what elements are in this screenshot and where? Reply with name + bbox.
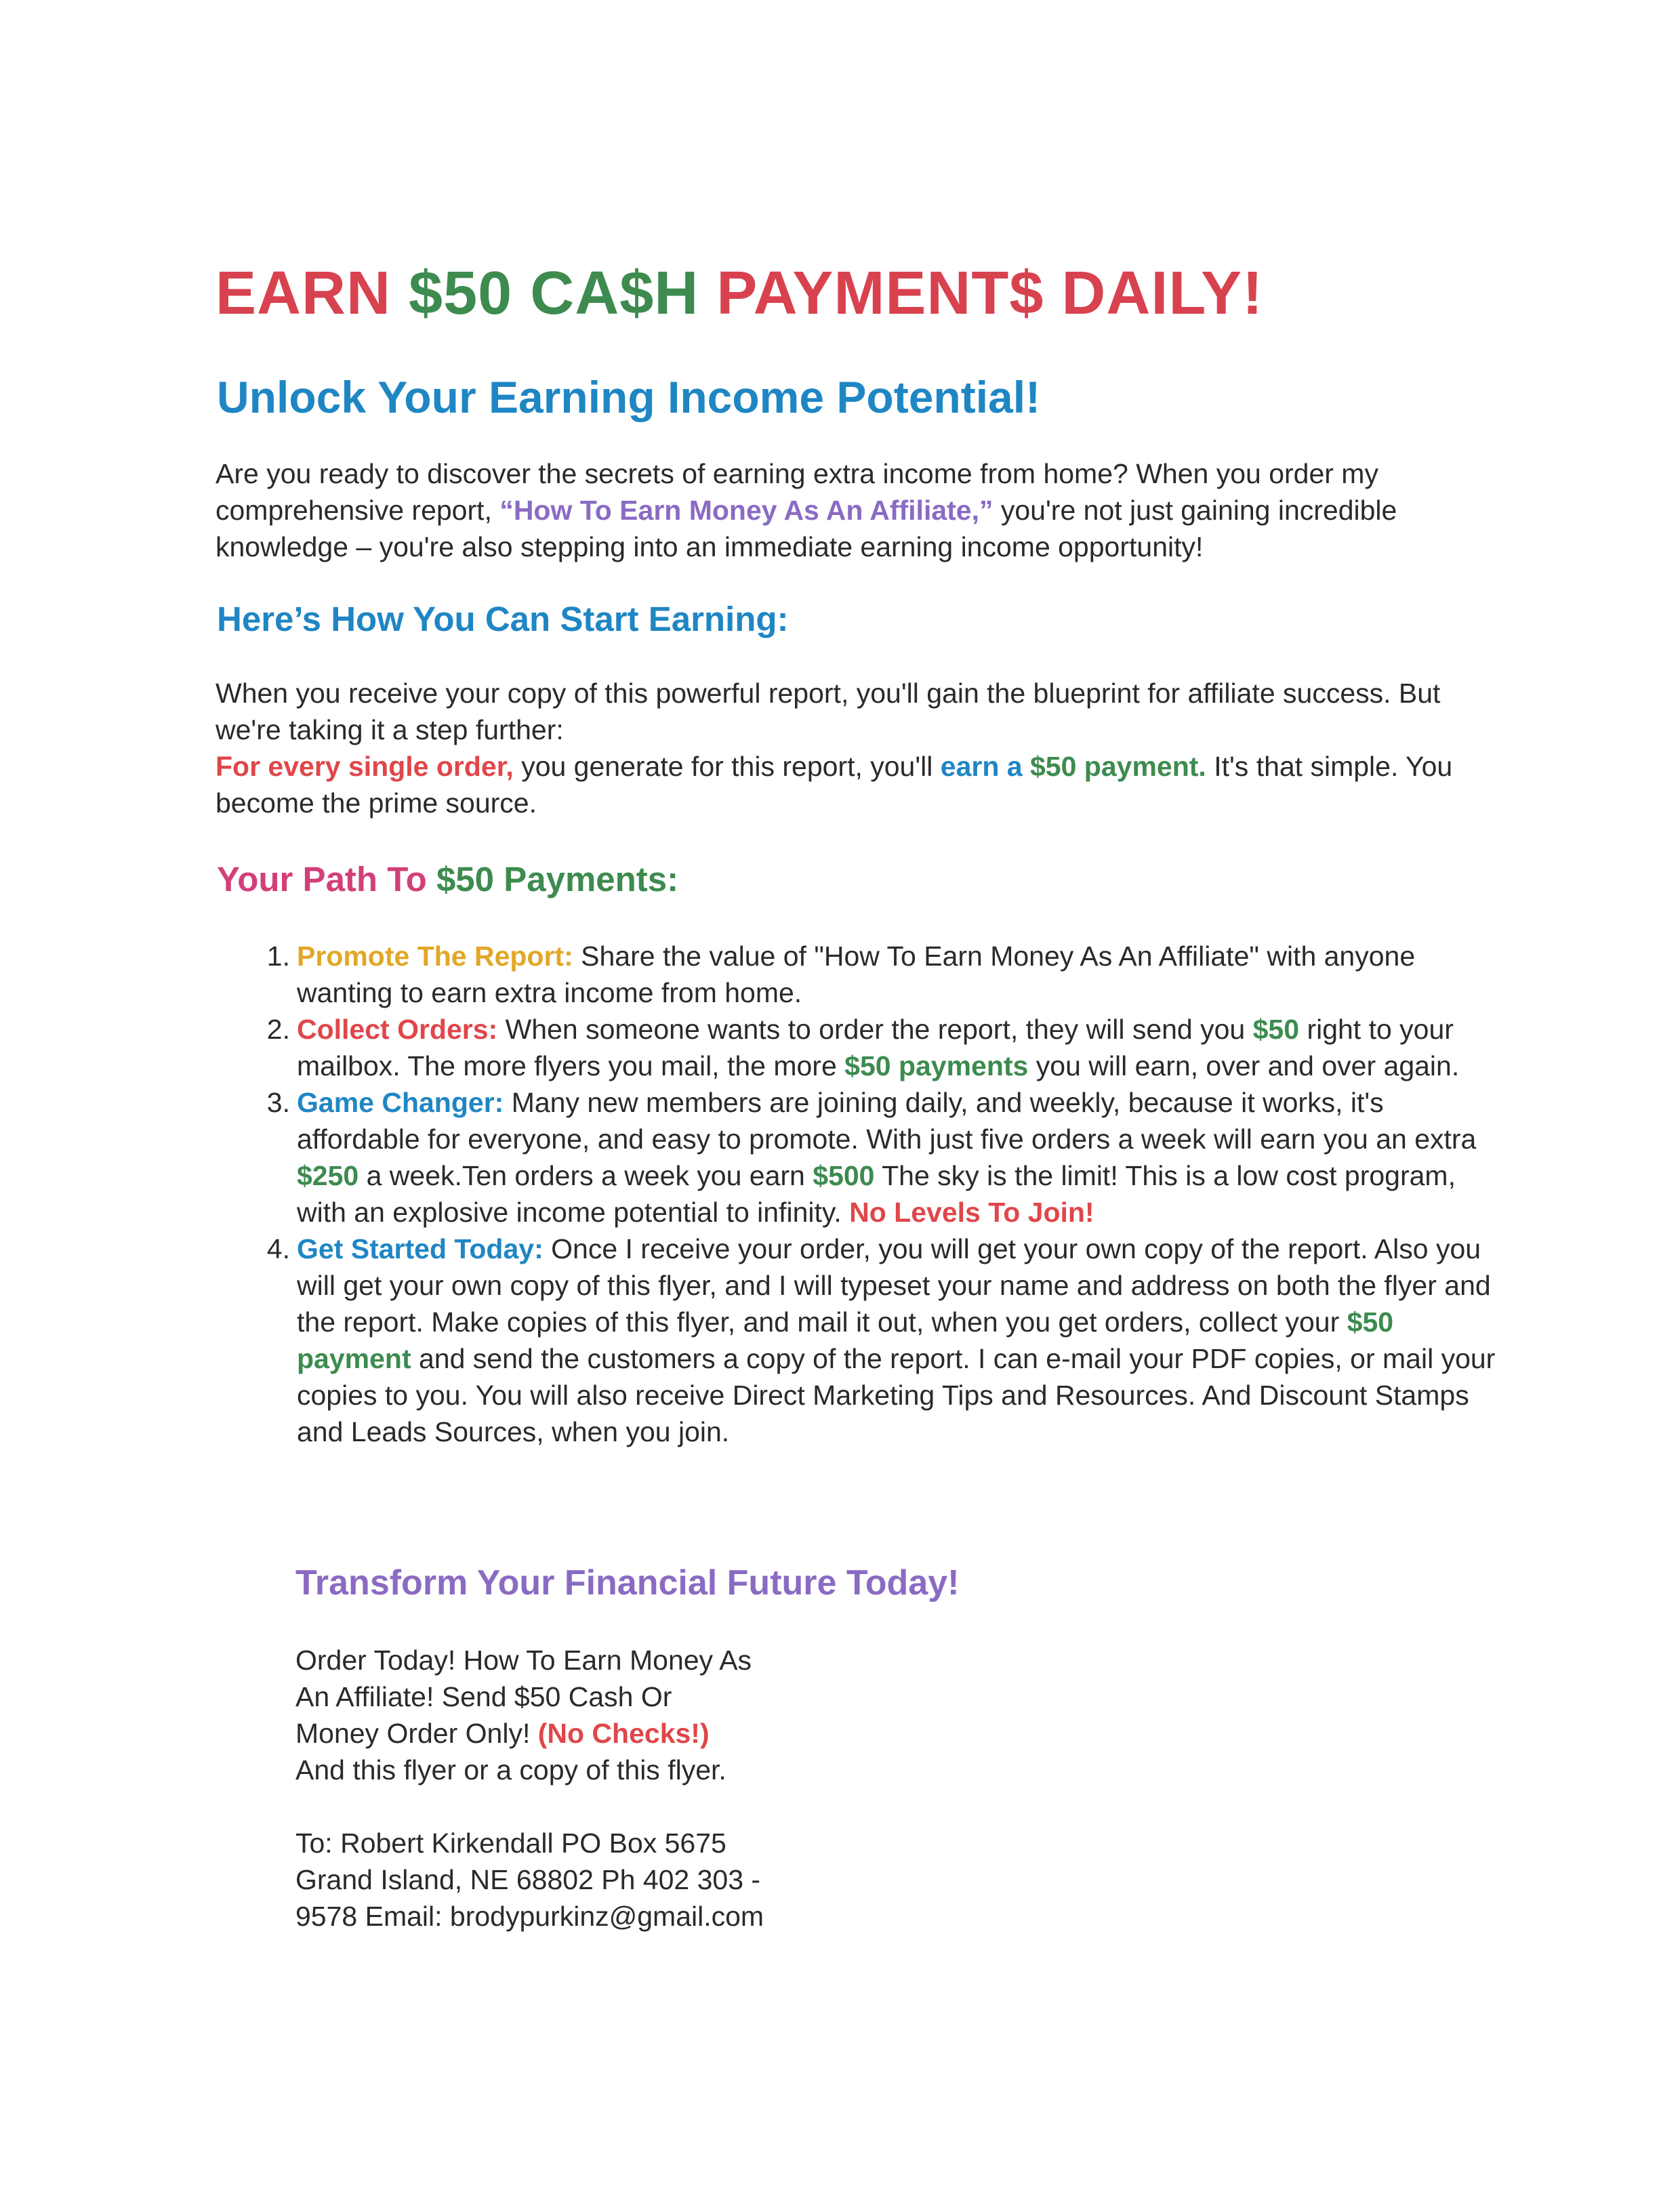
step-title: Game Changer: <box>297 1087 504 1118</box>
step-text: right to your mailbox. The more flyers you mail, the more <box>297 1014 1454 1081</box>
list-item <box>243 1231 1503 1450</box>
step-text: Share the value of "How To Earn Money As An Affiliate" with anyone wanting to earn extra income from home. <box>297 941 1416 1008</box>
headline <box>216 259 1263 329</box>
contact-address <box>295 1825 905 1935</box>
no-checks-notice: (No Checks!) <box>537 1718 710 1749</box>
intro-text-1: Are you ready to discover the secrets of earning extra income from home? When you order my comprehensive report, <box>216 458 1378 526</box>
step-number: 4. <box>266 1233 290 1264</box>
order-line <box>295 1715 905 1752</box>
order-line: Order Today! How To Earn Money As <box>295 1645 752 1676</box>
step-amount: $50 payment <box>297 1306 1394 1374</box>
step-title: Collect Orders: <box>297 1014 498 1045</box>
address-line: 9578 Email: brodypurkinz@gmail.com <box>295 1901 764 1932</box>
how-highlight-payment: $50 payment. <box>1030 751 1206 782</box>
how-text-3: It's that simple. You become the prime source. <box>216 751 1453 819</box>
order-line-text: Money Order Only! <box>295 1718 538 1749</box>
headline-part-payments: PAYMENT$ DAILY! <box>699 260 1264 327</box>
how-heading: Here’s How You Can Start Earning: <box>217 600 789 638</box>
how-para-1: When you receive your copy of this powerful report, you'll gain the blueprint for affiliate success. But we're taking it a step further: <box>216 678 1441 745</box>
order-line: And this flyer or a copy of this flyer. <box>295 1754 726 1786</box>
address-line: To: Robert Kirkendall PO Box 5675 <box>295 1828 726 1859</box>
step-text: The sky is the limit! This is a low cost program, with an explosive income potential to infinity. <box>297 1160 1456 1228</box>
step-number: 1. <box>266 941 290 972</box>
step-text: When someone wants to order the report, they will send you <box>497 1014 1253 1045</box>
step-text: Once I receive your order, you will get your own copy of the report. Also you will get your own copy of this flyer, and I will typeset your name and address on both the flyer and the report. Make copies of this flyer, and mail it out, when you get orders, collect your <box>297 1233 1491 1338</box>
step-text: you will earn, over and over again. <box>1028 1050 1460 1081</box>
path-heading-a: Your Path To <box>217 860 436 899</box>
list-item <box>243 1084 1503 1231</box>
list-item <box>243 938 1503 1011</box>
step-text: and send the customers a copy of the report. I can e-mail your PDF copies, or mail your copies to you. You will also receive Direct Marketing Tips and Resources. And Discount Stamps and Leads Sources, when you join. <box>297 1343 1496 1447</box>
step-amount: $250 <box>297 1160 359 1191</box>
address-line: Grand Island, NE 68802 Ph 402 303 - <box>295 1864 761 1895</box>
how-highlight-earn: earn a <box>940 751 1030 782</box>
how-highlight-order: For every single order, <box>216 751 514 782</box>
how-text-2: you generate for this report, you'll <box>513 751 941 782</box>
step-amount: $500 <box>813 1160 875 1191</box>
order-instructions <box>295 1642 905 1788</box>
how-para-2 <box>216 748 1503 821</box>
steps-list <box>243 938 1503 1450</box>
step-highlight: No Levels To Join! <box>849 1197 1094 1228</box>
intro-report-title: “How To Earn Money As An Affiliate,” <box>499 495 993 526</box>
intro-text-2: you're not just gaining incredible knowledge – you're also stepping into an immediate earning income opportunity! <box>216 495 1397 562</box>
subheadline: Unlock Your Earning Income Potential! <box>217 372 1041 422</box>
step-text: a week.Ten orders a week you earn <box>358 1160 813 1191</box>
headline-part-earn: EARN <box>216 260 409 327</box>
step-number: 3. <box>266 1087 290 1118</box>
path-heading-b: $50 Payments: <box>436 860 679 899</box>
step-amount: $50 payments <box>844 1050 1029 1081</box>
step-text: Many new members are joining daily, and weekly, because it works, it's affordable for everyone, and easy to promote. With just five orders a week will earn you an extra <box>297 1087 1477 1155</box>
step-amount: $50 <box>1252 1014 1300 1045</box>
how-paragraph <box>216 675 1503 821</box>
step-title: Get Started Today: <box>297 1233 544 1264</box>
headline-part-cash: $50 CA$H <box>409 260 699 327</box>
step-number: 2. <box>266 1014 290 1045</box>
path-heading <box>217 859 678 899</box>
step-title: Promote The Report: <box>297 941 573 972</box>
intro-paragraph <box>216 455 1503 565</box>
transform-heading: Transform Your Financial Future Today! <box>295 1563 960 1603</box>
order-line: An Affiliate! Send $50 Cash Or <box>295 1681 672 1712</box>
list-item <box>243 1011 1503 1084</box>
